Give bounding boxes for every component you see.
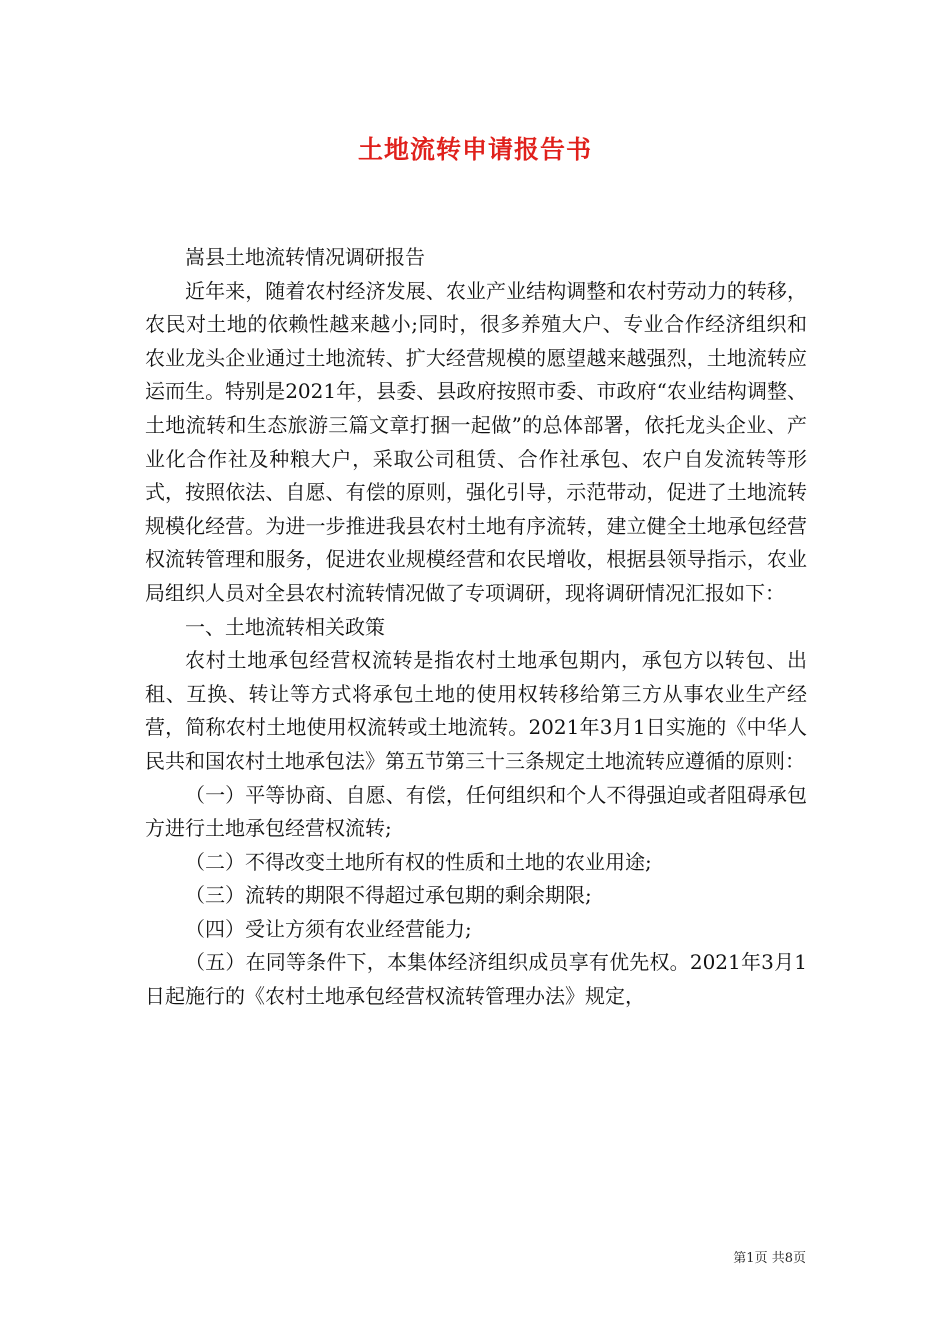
section-heading: 一、土地流转相关政策 bbox=[185, 614, 385, 639]
total-page-count: 8 bbox=[784, 1251, 793, 1266]
footer-prefix: 第 bbox=[733, 1251, 747, 1266]
body-paragraph: 近年来，随着农村经济发展、农业产业结构调整和农村劳动力的转移，农民对土地的依赖性越来越小;同时，很多养殖大户、专业合作经济组织和农业龙头企业通过土地流转、扩大经营规模的愿望越来越强烈，土地流转应运而生。特别是2021年，县委、县政府按照市委、市政府“农业结构调整、土地流转和生态旅游三篇文章打捆一起做”的总体部署，依托龙头企业、产业化合作社及种粮大户，采取公司租赁、合作社承包、农户自发流转等形式，按照依法、自愿、有偿的原则，强化引导，示范带动，促进了土地流转规模化经营。为进一步推进我县农村土地有序流转，建立健全土地承包经营权流转管理和服务，促进农业规模经营和农民增收，根据县领导指示，农业局组织人员对全县农村流转情况做了专项调研，现将调研情况汇报如下： bbox=[145, 278, 807, 605]
current-page-number: 1 bbox=[746, 1251, 755, 1266]
footer-suffix: 页 bbox=[792, 1251, 806, 1266]
footer-middle: 页 共 bbox=[754, 1251, 785, 1266]
document-title: 土地流转申请报告书 bbox=[357, 135, 592, 164]
list-item: （二）不得改变土地所有权的性质和土地的农业用途; bbox=[185, 849, 652, 874]
body-paragraph: 农村土地承包经营权流转是指农村土地承包期内，承包方以转包、出租、互换、转让等方式将承包土地的使用权转移给第三方从事农业生产经营，简称农村土地使用权流转或土地流转。2021年3月1日实施的《中华人民共和国农村土地承包法》第五节第三十三条规定土地流转应遵循的原则： bbox=[145, 648, 807, 773]
list-item: （五）在同等条件下，本集体经济组织成员享有优先权。2021年3月1日起施行的《农村土地承包经营权流转管理办法》规定， bbox=[145, 950, 807, 1009]
list-item: （三）流转的期限不得超过承包期的剩余期限; bbox=[185, 883, 592, 908]
document-body bbox=[145, 241, 807, 1014]
page-number-footer bbox=[733, 1247, 806, 1266]
list-item: （四）受让方须有农业经营能力; bbox=[185, 916, 472, 941]
subtitle-paragraph: 嵩县土地流转情况调研报告 bbox=[185, 245, 425, 269]
list-item: （一）平等协商、自愿、有偿，任何组织和个人不得强迫或者阻碍承包方进行土地承包经营权流转; bbox=[145, 782, 807, 841]
